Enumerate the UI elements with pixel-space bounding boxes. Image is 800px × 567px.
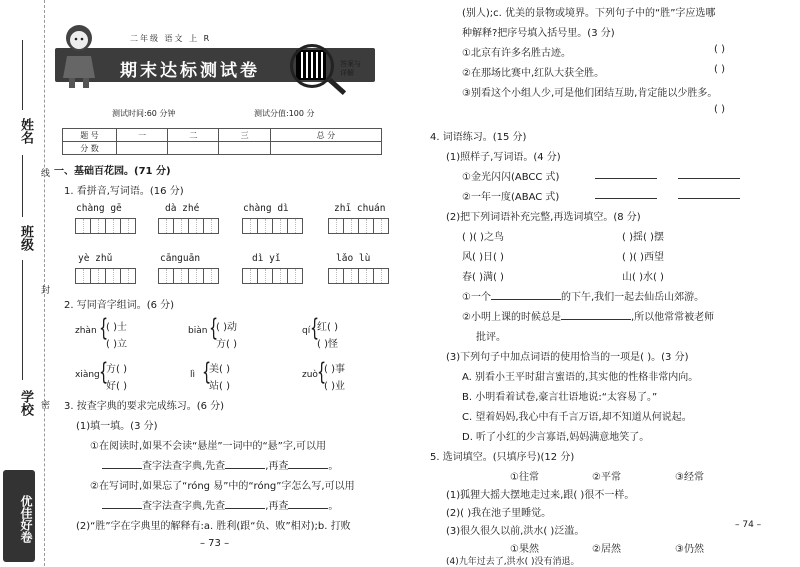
brace-icon: { — [202, 358, 212, 386]
text-fragment: ,再查 — [265, 501, 289, 512]
question-3-1b: ②在写词时,如果忘了“róng 易”中的“róng”字怎么写,可以用 — [90, 481, 355, 492]
fill-sentence-2 — [462, 308, 714, 323]
writing-grid[interactable] — [328, 218, 388, 234]
writing-grid[interactable] — [75, 268, 135, 284]
exam-title: 期末达标测试卷 — [120, 61, 260, 81]
table-header: 二 — [168, 129, 219, 142]
table-header: 三 — [219, 129, 270, 142]
tongyin-word[interactable]: 好( ) — [106, 381, 127, 392]
answer-paren[interactable]: ( ) — [714, 104, 725, 115]
answer-blank[interactable] — [225, 508, 265, 509]
word-choice: ①往常 — [510, 472, 539, 483]
text-line: 种解释?把序号填入括号里。(3 分) — [462, 28, 615, 39]
tongyin-pinyin: xiàng — [75, 370, 100, 380]
pinyin: dà zhé — [165, 203, 200, 214]
tongyin-word[interactable]: ( )动 — [216, 322, 237, 333]
question-3-1b-line: 查字法查字典,先查 ,再查 。 — [102, 497, 338, 512]
fill-item[interactable]: ( )( )西望 — [622, 252, 664, 263]
tongyin-pinyin: qí — [302, 326, 311, 336]
question-3-1: (1)填一填。(3 分) — [76, 421, 158, 432]
fill-item[interactable]: 春( )满( ) — [462, 272, 504, 283]
score-cell[interactable] — [117, 142, 168, 155]
tongyin-word[interactable]: ( )怪 — [317, 339, 338, 350]
pinyin: lǎo lù — [336, 253, 371, 264]
writing-grid[interactable] — [75, 218, 135, 234]
tongyin-word[interactable]: ( )士 — [106, 322, 127, 333]
tongyin-word[interactable]: 方( ) — [106, 364, 127, 375]
brace-icon: { — [99, 314, 109, 342]
word-choice: ②平常 — [592, 472, 621, 483]
answer-blank[interactable] — [102, 468, 142, 469]
page-number-right: – 74 – — [735, 520, 762, 530]
q5-sentence[interactable]: (3)很久很久以前,洪水( )泛滥。 — [446, 526, 585, 537]
option-c: C. 望着妈妈,我心中有千言万语,却不知道从何说起。 — [462, 412, 692, 423]
text-line: (别人);c. 优美的景物或境界。下列句子中的“胜”字应选哪 — [462, 8, 716, 19]
answer-blank[interactable] — [595, 178, 657, 179]
question-3-1a-line: 查字法查字典,先查 ,再查 。 — [102, 457, 338, 472]
writing-grid[interactable] — [158, 218, 218, 234]
pinyin: cānguān — [160, 253, 201, 264]
fold-line — [44, 0, 45, 566]
fill-item[interactable]: 风( )日( ) — [462, 252, 504, 263]
score-table — [62, 128, 382, 155]
question-3-2: (2)“胜”字在字典里的解释有:a. 胜利(跟“负、败”相对);b. 打败 — [76, 521, 351, 532]
fill-item[interactable]: 山( )水( ) — [622, 272, 664, 283]
girl-mascot-icon — [55, 20, 103, 90]
brace-icon: { — [310, 314, 320, 342]
fill-sentence-2-cont: 批评。 — [476, 332, 506, 343]
question-5: 5. 选词填空。(只填序号)(12 分) — [430, 452, 575, 463]
text-fragment: ②小明上课的时候总是 — [462, 312, 561, 323]
word-choice: ②居然 — [592, 544, 621, 555]
seal-mark-seal: 封 — [39, 285, 49, 294]
question-3-1a: ①在阅读时,如果不会读“悬崖”一词中的“悬”字,可以用 — [90, 441, 327, 452]
pinyin: chàng gē — [76, 203, 122, 214]
writing-grid[interactable] — [328, 268, 388, 284]
section-1-heading: 一、基础百花园。(71 分) — [54, 166, 171, 177]
word-choice: ③经常 — [675, 472, 704, 483]
answer-blank[interactable] — [102, 508, 142, 509]
name-label: 姓名 — [18, 118, 33, 144]
score-cell[interactable] — [270, 142, 381, 155]
answer-paren[interactable]: ( ) — [714, 44, 725, 55]
answer-blank[interactable] — [225, 468, 265, 469]
sentence: ①北京有许多名胜古迹。 — [462, 48, 571, 59]
answer-blank[interactable] — [678, 178, 740, 179]
table-header: 题 号 — [63, 129, 117, 142]
answer-paren[interactable]: ( ) — [714, 64, 725, 75]
tongyin-pinyin: zuò — [302, 370, 318, 380]
name-line — [22, 40, 23, 110]
writing-grid[interactable] — [242, 218, 302, 234]
text-fragment: 的下午,我们一起去仙岳山郊游。 — [560, 292, 705, 303]
question-1: 1. 看拼音,写词语。(16 分) — [64, 186, 184, 197]
q5-sentence[interactable]: (1)狐狸大摇大摆地走过来,跟( )很不一样。 — [446, 490, 635, 501]
score-cell[interactable] — [219, 142, 270, 155]
seal-mark-secret: 密 — [39, 400, 49, 409]
tongyin-pinyin: lì — [190, 370, 196, 380]
answer-blank[interactable] — [678, 198, 740, 199]
text-fragment: ①一个 — [462, 292, 491, 303]
writing-grid[interactable] — [242, 268, 302, 284]
fill-sentence-1 — [462, 288, 704, 303]
tongyin-word[interactable]: 方( ) — [216, 339, 237, 350]
tongyin-word[interactable]: 红( ) — [317, 322, 338, 333]
question-4-1: (1)照样子,写词语。(4 分) — [446, 152, 561, 163]
answer-blank[interactable] — [595, 198, 657, 199]
table-header: 一 — [117, 129, 168, 142]
table-row-label: 分 数 — [63, 142, 117, 155]
q5-sentence[interactable]: (2)( )我在池子里睡觉。 — [446, 508, 552, 519]
fill-item[interactable]: ( )揺( )摆 — [622, 232, 664, 243]
tongyin-word[interactable]: ( )业 — [324, 381, 345, 392]
brand-logo: 优佳好卷 — [3, 470, 35, 562]
tongyin-pinyin: zhàn — [75, 326, 97, 336]
question-4: 4. 词语练习。(15 分) — [430, 132, 527, 143]
text-fragment: ,再查 — [265, 461, 289, 472]
answer-label: 答案与详解 — [340, 60, 361, 77]
option-a: A. 别看小王平时甜言蜜语的,其实他的性格非常内向。 — [462, 372, 699, 383]
answer-blank[interactable] — [491, 299, 561, 300]
q5-sentence[interactable]: (4)九年过去了,洪水( )没有消退。 — [446, 557, 580, 567]
sentence: ②在那场比赛中,红队大获全胜。 — [462, 68, 605, 79]
school-line — [22, 260, 23, 380]
tongyin-pinyin: biàn — [188, 326, 208, 336]
exam-score: 测试分值:100 分 — [254, 109, 315, 118]
answer-blank[interactable] — [561, 319, 631, 320]
pinyin: dì yǐ — [252, 253, 281, 264]
tongyin-word[interactable]: ( )立 — [106, 339, 127, 350]
question-2: 2. 写同音字组词。(6 分) — [64, 300, 175, 311]
class-label: 班级 — [18, 225, 33, 251]
class-line — [22, 155, 23, 217]
score-cell[interactable] — [168, 142, 219, 155]
question-4-2: (2)把下列词语补充完整,再选词填空。(8 分) — [446, 212, 641, 223]
tongyin-word[interactable]: 美( ) — [209, 364, 230, 375]
exam-time: 测试时间:60 分钟 — [112, 109, 176, 118]
text-fragment: 查字法查字典,先查 — [142, 461, 226, 472]
brace-icon: { — [99, 358, 109, 386]
word-choice: ③仍然 — [675, 544, 704, 555]
example-word: ②一年一度(ABAC 式) — [462, 192, 560, 203]
question-3: 3. 按查字典的要求完成练习。(6 分) — [64, 401, 225, 412]
text-fragment: ,所以他常常被老师 — [630, 312, 715, 323]
brace-icon: { — [209, 314, 219, 342]
school-label: 学校 — [18, 390, 33, 416]
example-word: ①金光闪闪(ABCC 式) — [462, 172, 560, 183]
pinyin: chàng dì — [243, 203, 289, 214]
seal-mark-line: 线 — [39, 168, 49, 177]
pinyin: yè zhǔ — [78, 253, 113, 264]
writing-grid[interactable] — [158, 268, 218, 284]
question-4-3: (3)下列句子中加点词语的使用恰当的一项是( )。(3 分) — [446, 352, 689, 363]
answer-blank[interactable] — [288, 468, 328, 469]
tongyin-word[interactable]: 站( ) — [209, 381, 230, 392]
brace-icon: { — [317, 358, 327, 386]
pinyin: zhī chuán — [334, 203, 386, 214]
word-choice: ①果然 — [510, 544, 539, 555]
option-b: B. 小明看着试卷,豪言壮语地说:“太容易了。” — [462, 392, 658, 403]
tongyin-word[interactable]: ( )事 — [324, 364, 345, 375]
text-fragment: 查字法查字典,先查 — [142, 501, 226, 512]
option-d: D. 听了小红的少言寡语,妈妈满意地笑了。 — [462, 432, 650, 443]
sentence: ③别看这个小组人少,可是他们团结互助,肯定能以少胜多。 — [462, 88, 718, 99]
page-number-left: – 73 – — [200, 538, 230, 549]
table-header: 总 分 — [270, 129, 381, 142]
grade-label: 二年级 语文 上 R — [130, 34, 212, 43]
fill-item[interactable]: ( )( )之鸟 — [462, 232, 504, 243]
answer-blank[interactable] — [288, 508, 328, 509]
